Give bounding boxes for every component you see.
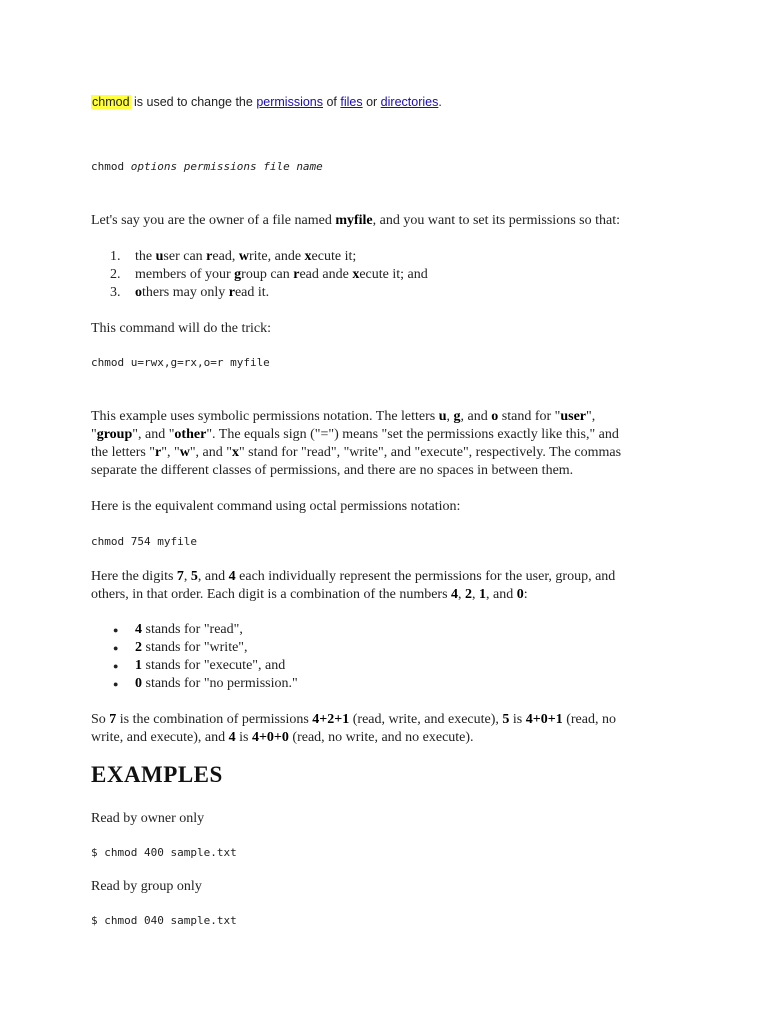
letter: o [491, 409, 499, 424]
digit: 4 [228, 730, 236, 745]
list-item [135, 675, 298, 693]
digit: 4 [228, 569, 236, 584]
text: , and [486, 587, 517, 602]
scenario-paragraph [91, 212, 620, 230]
digit: 2 [135, 640, 142, 655]
text: stands for "no permission." [142, 676, 298, 691]
examples-heading: EXAMPLES [91, 762, 223, 787]
symbolic-line: separate the different classes of permissions, and there are no spaces in between them. [91, 463, 574, 478]
text: is the combination of permissions [116, 712, 313, 727]
term: group [96, 427, 133, 442]
letter: r [228, 285, 235, 300]
sum: 4+0+1 [525, 712, 563, 727]
digits-line [91, 586, 528, 604]
digit: 4 [451, 587, 459, 602]
digit: 7 [176, 569, 184, 584]
text: (read, no [562, 712, 616, 727]
text: , and you want to set its permissions so that: [372, 213, 620, 228]
text: Here the digits [91, 569, 177, 584]
sum: 4+2+1 [312, 712, 350, 727]
sum: 4+0+0 [251, 730, 289, 745]
intro-line [91, 93, 442, 111]
text: ecute it; and [359, 267, 428, 282]
directories-link[interactable]: directories [380, 95, 439, 109]
list-item [135, 657, 285, 675]
command-example: chmod 754 myfile [91, 535, 197, 548]
text: ", and " [132, 427, 175, 442]
text: stands for "execute", and [142, 658, 286, 673]
letter: o [135, 285, 142, 300]
text: the [135, 249, 156, 264]
digit: 0 [516, 587, 524, 602]
example-label: Read by owner only [91, 811, 205, 826]
text: stands for "read", [142, 622, 243, 637]
digit: 5 [190, 569, 198, 584]
digit: 1 [479, 587, 487, 602]
text: , [183, 569, 191, 584]
list-number: 1. [110, 249, 121, 264]
text: ser can [163, 249, 207, 264]
text: , [446, 409, 454, 424]
term: other [174, 427, 207, 442]
text: This example uses symbolic permissions notation. The letters [91, 409, 439, 424]
syntax-args: options permissions file name [130, 160, 323, 173]
text: stands for "write", [142, 640, 248, 655]
text: ", " [161, 445, 180, 460]
combo-line [91, 711, 616, 729]
permissions-link[interactable]: permissions [256, 95, 323, 109]
text: each individually represent the permissions for the user, group, and [235, 569, 616, 584]
digit: 1 [135, 658, 142, 673]
letter: x [231, 445, 239, 460]
intro-text: is used to change the [130, 95, 257, 109]
symbolic-line [91, 426, 619, 444]
text: ". The equals sign ("=") means "set the permissions exactly like this," and [206, 427, 619, 442]
digit: 7 [109, 712, 117, 727]
intro-text: of [323, 95, 341, 109]
text: ecute it; [311, 249, 357, 264]
text: write, and execute), and [91, 730, 229, 745]
symbolic-line [91, 408, 595, 426]
text: members of your [135, 267, 235, 282]
list-number: 3. [110, 285, 121, 300]
filename: myfile [335, 213, 373, 228]
text: So [91, 712, 110, 727]
text: " [91, 427, 97, 442]
letter: u [155, 249, 164, 264]
text: ead, [212, 249, 239, 264]
bullet-icon: ● [113, 643, 119, 653]
text: , and [460, 409, 492, 424]
text: rite, ande [248, 249, 305, 264]
highlighted-term: chmod [92, 95, 130, 109]
text: , [458, 587, 466, 602]
bullet-icon: ● [113, 661, 119, 671]
symbolic-line [91, 444, 621, 462]
digit: 2 [465, 587, 473, 602]
text: ead it. [234, 285, 270, 300]
digit: 5 [502, 712, 510, 727]
letter: r [293, 267, 300, 282]
combo-line [91, 729, 474, 747]
list-item [135, 284, 269, 302]
syntax-command: chmod [91, 160, 125, 173]
digits-line [91, 568, 615, 586]
letter: w [238, 249, 249, 264]
bullet-icon: ● [113, 679, 119, 689]
text: , [472, 587, 480, 602]
text: Let's say you are the owner of a file named [91, 213, 336, 228]
syntax-line [91, 158, 323, 176]
intro-text: . [438, 95, 442, 109]
text: : [523, 587, 528, 602]
text: others, in that order. Each digit is a combination of the numbers [91, 587, 452, 602]
text: is [509, 712, 526, 727]
bullet-icon: ● [113, 625, 119, 635]
letter: g [234, 267, 242, 282]
letter: r [206, 249, 213, 264]
letter: u [438, 409, 447, 424]
example-label: Read by group only [91, 879, 202, 894]
command-example: chmod u=rwx,g=rx,o=r myfile [91, 356, 270, 369]
octal-intro: Here is the equivalent command using octal permissions notation: [91, 499, 461, 514]
letter: x [304, 249, 312, 264]
digit: 0 [135, 676, 142, 691]
list-item [135, 266, 428, 284]
intro-text: or [362, 95, 381, 109]
trick-text: This command will do the trick: [91, 321, 272, 336]
text: " stand for "read", "write", and "execute", respectively. The commas [238, 445, 622, 460]
example-command: $ chmod 040 sample.txt [91, 914, 237, 927]
text: (read, no write, and no execute). [288, 730, 474, 745]
text: thers may only [142, 285, 229, 300]
letter: r [155, 445, 162, 460]
text: is [235, 730, 252, 745]
letter: x [352, 267, 360, 282]
list-item [135, 621, 243, 639]
text: roup can [241, 267, 294, 282]
digit: 4 [135, 622, 142, 637]
text: stand for " [498, 409, 561, 424]
letter: g [453, 409, 461, 424]
text: the letters " [91, 445, 156, 460]
text: ", and " [189, 445, 232, 460]
files-link[interactable]: files [340, 95, 363, 109]
list-item [135, 248, 356, 266]
text: (read, write, and execute), [349, 712, 503, 727]
text: , and [197, 569, 229, 584]
example-command: $ chmod 400 sample.txt [91, 846, 237, 859]
list-item [135, 639, 248, 657]
list-number: 2. [110, 267, 121, 282]
term: user [560, 409, 587, 424]
text: ", [586, 409, 596, 424]
letter: w [179, 445, 190, 460]
text: ead ande [299, 267, 353, 282]
